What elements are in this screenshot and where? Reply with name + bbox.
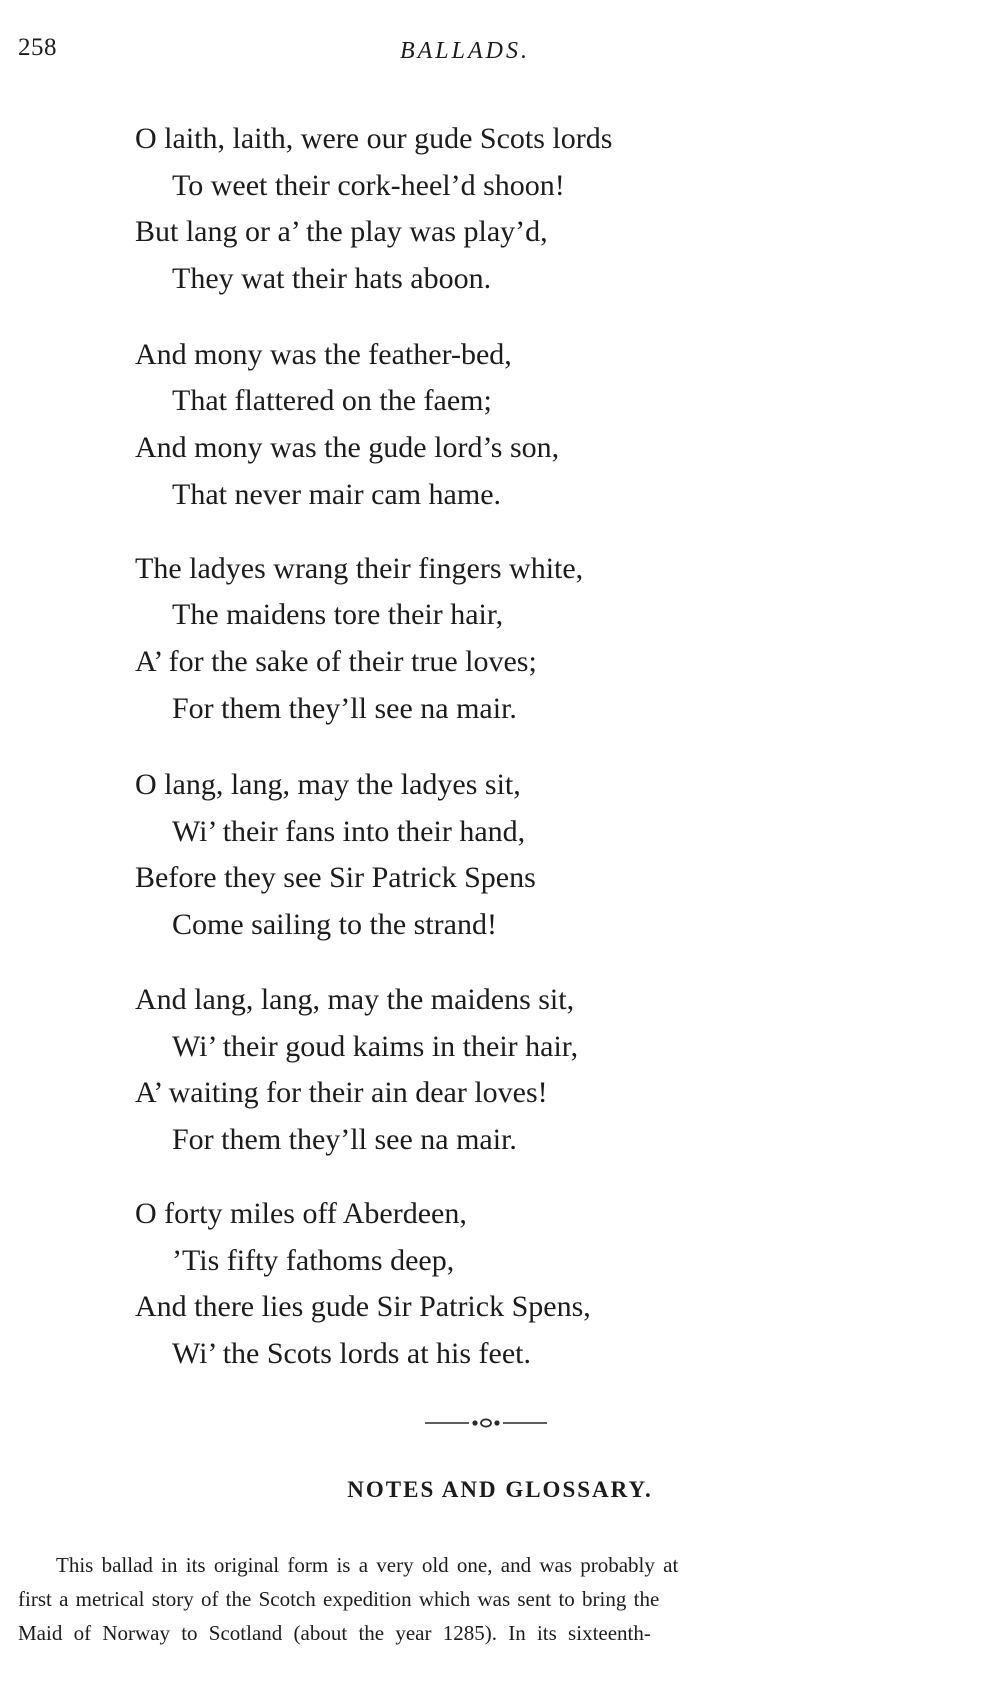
poem-line: O laith, laith, were our gude Scots lords (135, 122, 613, 155)
notes-line: Maid of Norway to Scotland (about the year 1285). In its sixteenth- (18, 1621, 651, 1645)
notes-line: first a metrical story of the Scotch expedition which was sent to bring the (18, 1587, 660, 1611)
page-number: 258 (18, 34, 57, 61)
poem-line: Before they see Sir Patrick Spens (135, 861, 536, 894)
poem-line: And mony was the gude lord’s son, (135, 431, 560, 464)
poem-line: ’Tis fifty fathoms deep, (172, 1244, 455, 1277)
poem-line: They wat their hats aboon. (172, 262, 492, 295)
poem-line: Wi’ their fans into their hand, (172, 815, 526, 848)
poem-line: For them they’ll see na mair. (172, 692, 517, 725)
running-head: BALLADS. (399, 38, 530, 64)
ornament-divider (425, 1418, 547, 1428)
poem-line: And mony was the feather-bed, (135, 338, 512, 371)
poem-line: For them they’ll see na mair. (172, 1123, 517, 1156)
poem-line: But lang or a’ the play was play’d, (135, 215, 548, 248)
poem-line: O lang, lang, may the ladyes sit, (135, 768, 521, 801)
poem-line: That never mair cam hame. (172, 478, 502, 511)
poem-line: To weet their cork-heel’d shoon! (172, 169, 565, 202)
poem-line: Wi’ the Scots lords at his feet. (172, 1337, 531, 1370)
poem-line: The maidens tore their hair, (172, 598, 504, 631)
notes-line: This ballad in its original form is a very old one, and was probably at (56, 1553, 679, 1577)
poem-line: The ladyes wrang their fingers white, (135, 552, 584, 585)
notes-heading: NOTES AND GLOSSARY. (347, 1477, 653, 1502)
poem-line: And there lies gude Sir Patrick Spens, (135, 1290, 591, 1323)
poem-line: And lang, lang, may the maidens sit, (135, 983, 575, 1016)
poem-line: A’ waiting for their ain dear loves! (135, 1076, 548, 1109)
poem-line: Wi’ their goud kaims in their hair, (172, 1030, 579, 1063)
poem-line: That flattered on the faem; (172, 384, 492, 417)
poem-line: O forty miles off Aberdeen, (135, 1197, 467, 1230)
poem-line: Come sailing to the strand! (172, 908, 497, 941)
poem-line: A’ for the sake of their true loves; (135, 645, 537, 678)
